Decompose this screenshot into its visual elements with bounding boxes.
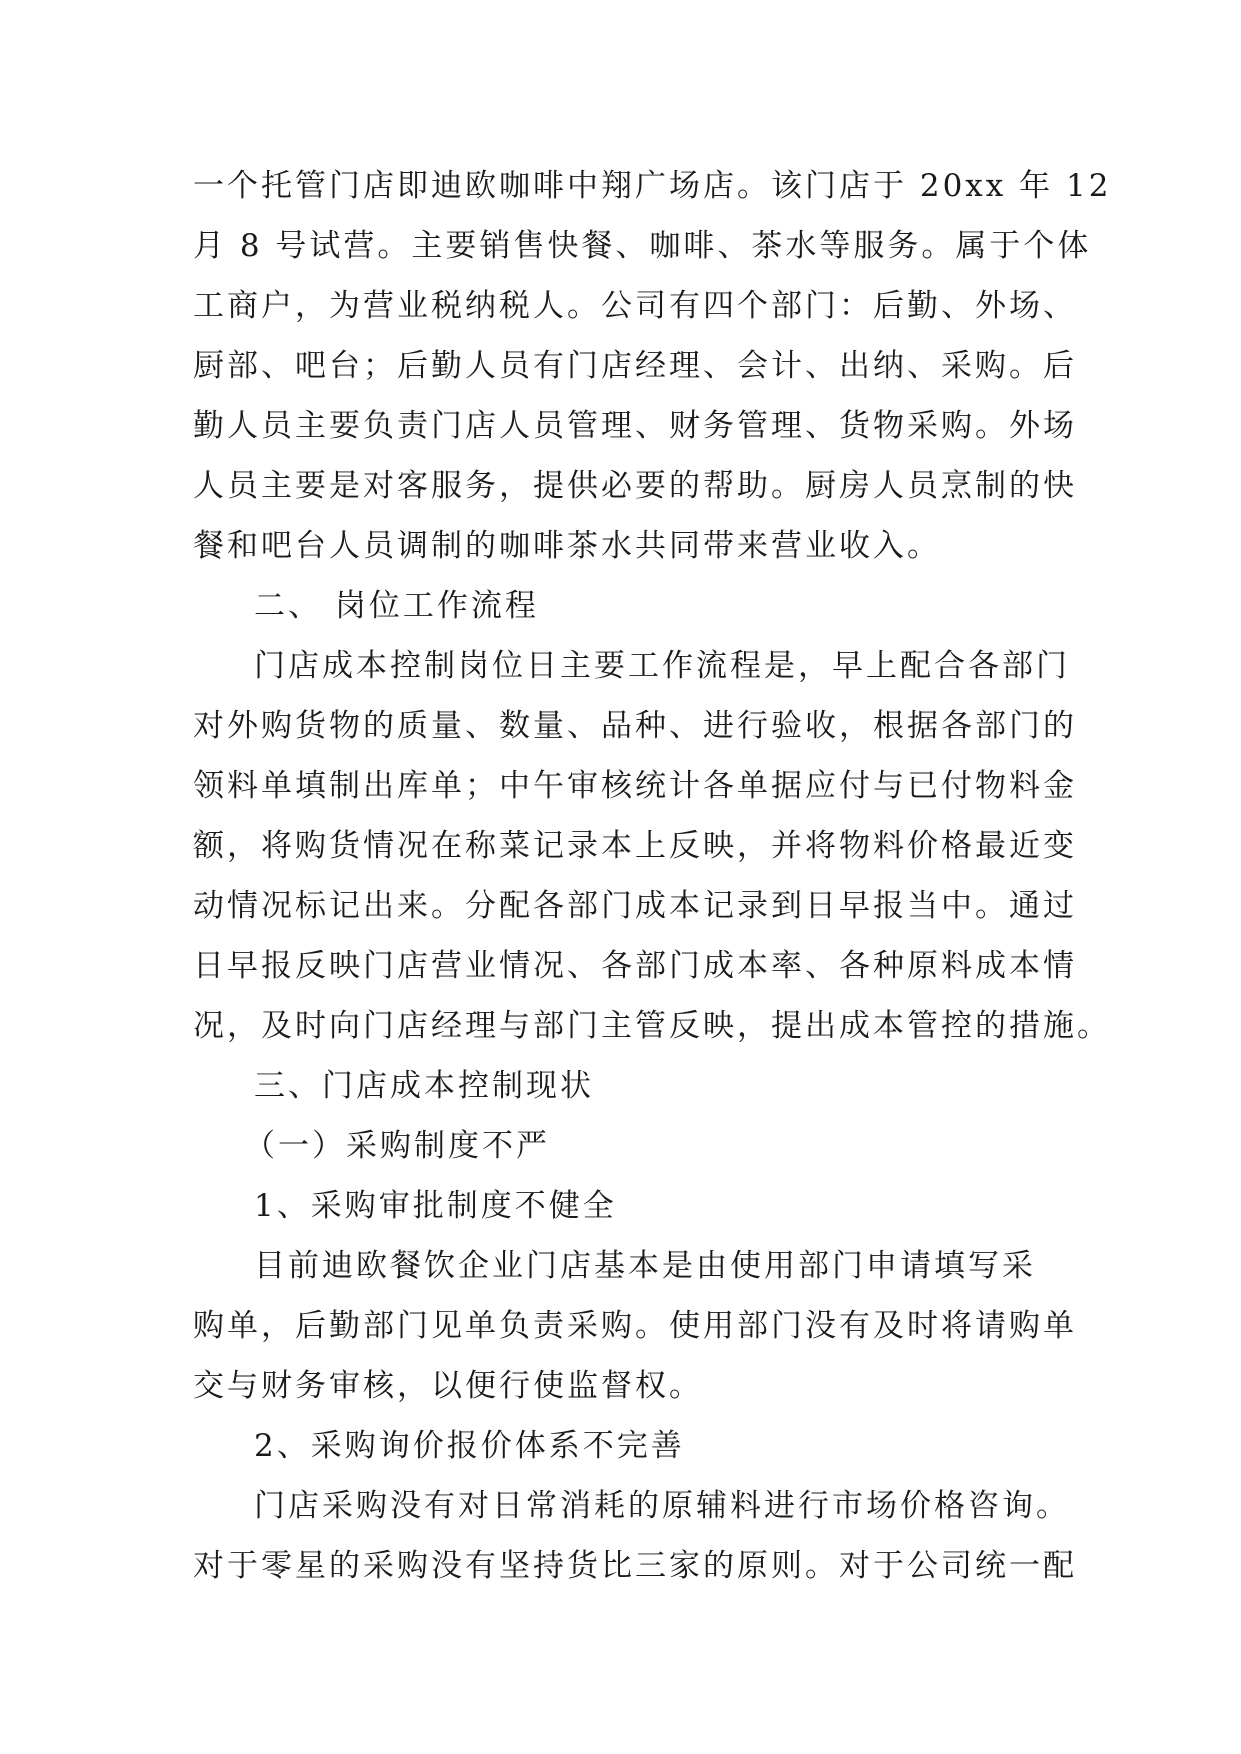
paragraph-line: 况，及时向门店经理与部门主管反映，提出成本管控的措施。 (193, 1008, 1111, 1044)
paragraph-line: 餐和吧台人员调制的咖啡茶水共同带来营业收入。 (193, 528, 941, 564)
subsection-heading: （一）采购制度不严 (244, 1128, 550, 1164)
paragraph-line: 日早报反映门店营业情况、各部门成本率、各种原料成本情 (193, 948, 1077, 984)
paragraph-line: 月 8 号试营。主要销售快餐、咖啡、茶水等服务。属于个体 (193, 228, 1092, 264)
paragraph-line: 一个托管门店即迪欧咖啡中翔广场店。该门店于 20xx 年 12 (193, 168, 1112, 204)
section-heading: 三、门店成本控制现状 (254, 1068, 594, 1104)
paragraph-line: 购单，后勤部门见单负责采购。使用部门没有及时将请购单 (193, 1308, 1077, 1344)
paragraph-line: 勤人员主要负责门店人员管理、财务管理、货物采购。外场 (193, 408, 1077, 444)
paragraph-line: 厨部、吧台；后勤人员有门店经理、会计、出纳、采购。后 (193, 348, 1077, 384)
paragraph-line: 对于零星的采购没有坚持货比三家的原则。对于公司统一配 (193, 1548, 1077, 1584)
item-heading: 1、采购审批制度不健全 (254, 1188, 617, 1224)
paragraph-line: 门店采购没有对日常消耗的原辅料进行市场价格咨询。 (254, 1488, 1070, 1524)
paragraph-line: 门店成本控制岗位日主要工作流程是，早上配合各部门 (254, 648, 1070, 684)
paragraph-line: 目前迪欧餐饮企业门店基本是由使用部门申请填写采 (254, 1248, 1036, 1284)
paragraph-line: 领料单填制出库单；中午审核统计各单据应付与已付物料金 (193, 768, 1077, 804)
paragraph-line: 额，将购货情况在称菜记录本上反映，并将物料价格最近变 (193, 828, 1077, 864)
item-heading: 2、采购询价报价体系不完善 (254, 1428, 685, 1464)
paragraph-line: 交与财务审核，以便行使监督权。 (193, 1368, 703, 1404)
paragraph-line: 对外购货物的质量、数量、品种、进行验收，根据各部门的 (193, 708, 1077, 744)
paragraph-line: 人员主要是对客服务，提供必要的帮助。厨房人员烹制的快 (193, 468, 1077, 504)
paragraph-line: 动情况标记出来。分配各部门成本记录到日早报当中。通过 (193, 888, 1077, 924)
section-heading: 二、 岗位工作流程 (254, 588, 539, 624)
paragraph-line: 工商户，为营业税纳税人。公司有四个部门：后勤、外场、 (193, 288, 1077, 324)
